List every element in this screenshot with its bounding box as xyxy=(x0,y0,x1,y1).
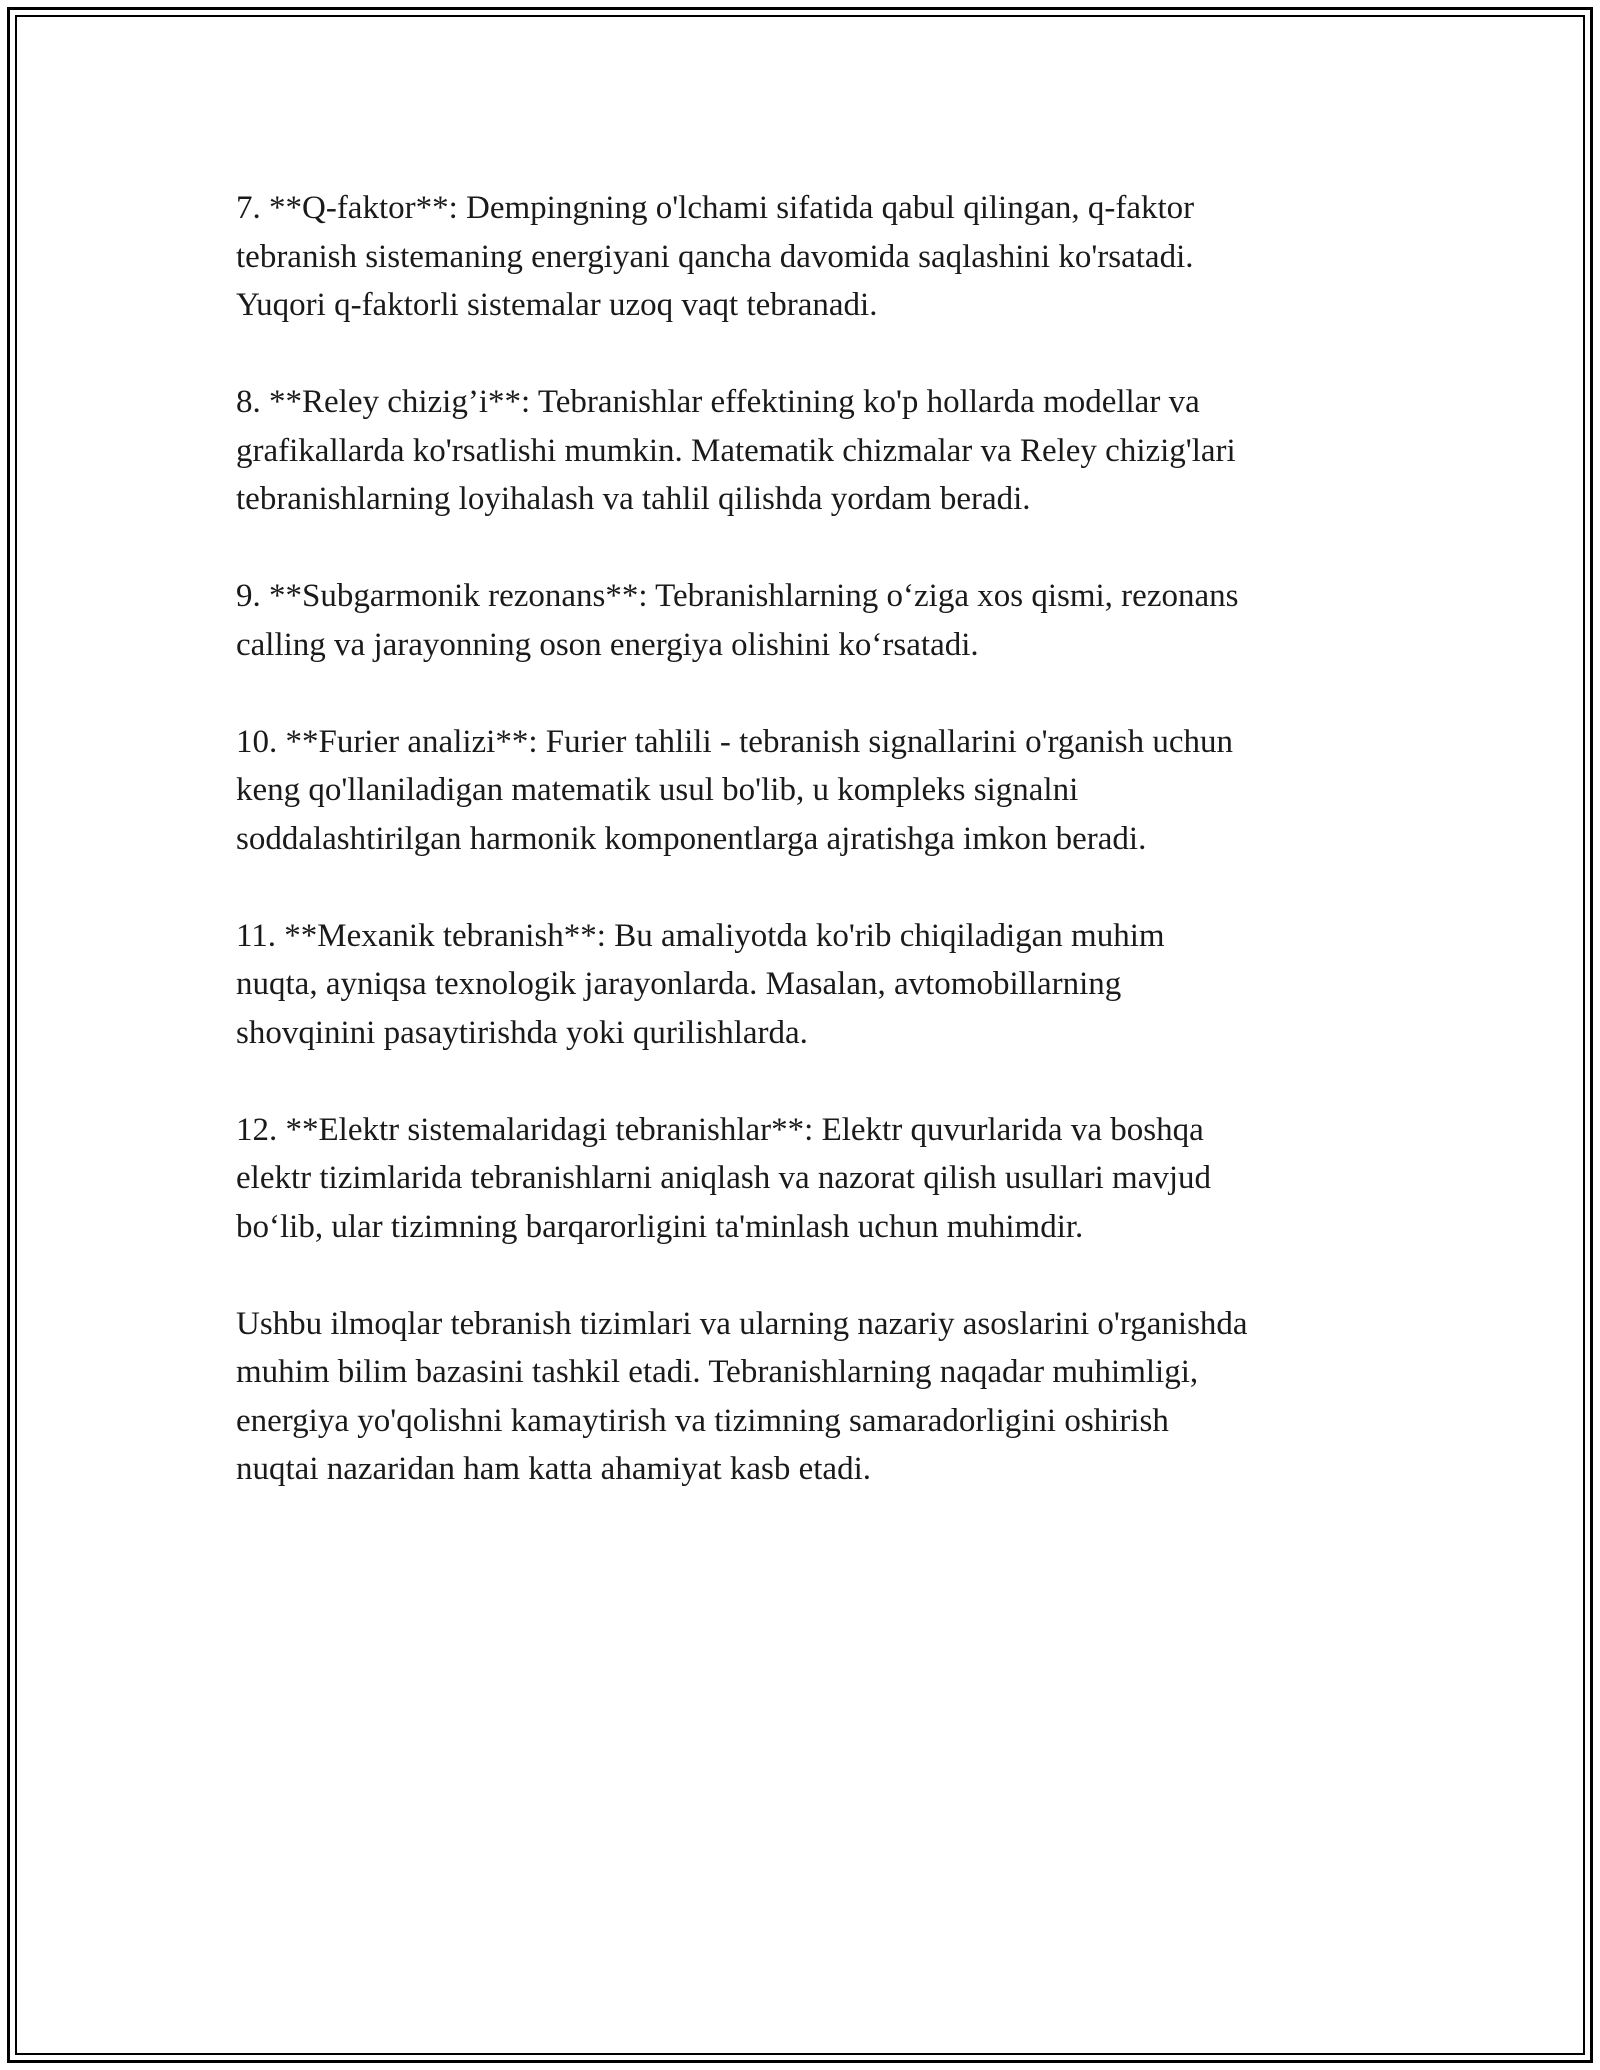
paragraph-reley-line: 8. **Reley chizig’i**: Tebranishlar effektining ko'p hollarda modellar va grafikallarda ko'rsatlishi mumkin. Matematik chizmalar va Reley chizig'lari tebranishlarning loyihalash va tahlil qilishda yordam beradi. xyxy=(236,384,1236,517)
paragraph-q-factor: 7. **Q-faktor**: Dempingning o'lchami sifatida qabul qilingan, q-faktor tebranish sistemaning energiyani qancha davomida saqlashini ko'rsatadi. Yuqori q-faktorli sistemalar uzoq vaqt tebranadi. xyxy=(236,190,1195,323)
document-body xyxy=(236,184,1386,1542)
paragraph-conclusion: Ushbu ilmoqlar tebranish tizimlari va ularning nazariy asoslarini o'rganishda muhim bilim bazasini tashkil etadi. Tebranishlarning naqadar muhimligi, energiya yo'qolishni kamaytirish va tizimning samaradorligini oshirish nuqtai nazaridan ham katta ahamiyat kasb etadi. xyxy=(236,1305,1248,1487)
paragraph-subharmonic-resonance: 9. **Subgarmonik rezonans**: Tebranishlarning o‘ziga xos qismi, rezonans calling va jarayonning oson energiya olishini ko‘rsatadi. xyxy=(236,578,1239,663)
paragraph-electrical-vibrations: 12. **Elektr sistemalaridagi tebranishlar**: Elektr quvurlarida va boshqa elektr tizimlarida tebranishlarni aniqlash va nazorat qilish usullari mavjud bo‘lib, ular tizimning barqarorligini ta'minlash uchun muhimdir. xyxy=(236,1111,1212,1245)
paragraph-fourier-analysis: 10. **Furier analizi**: Furier tahlili - tebranish signallarini o'rganish uchun keng qo'llaniladigan matematik usul bo'lib, u kompleks signalni soddalashtirilgan harmonik komponentlarga ajratishga imkon beradi. xyxy=(236,723,1233,857)
paragraph-mechanical-vibration: 11. **Mexanik tebranish**: Bu amaliyotda ko'rib chiqiladigan muhim nuqta, ayniqsa texnologik jarayonlarda. Masalan, avtomobillarning shovqinini pasaytirishda yoki qurilishlarda. xyxy=(236,917,1165,1051)
